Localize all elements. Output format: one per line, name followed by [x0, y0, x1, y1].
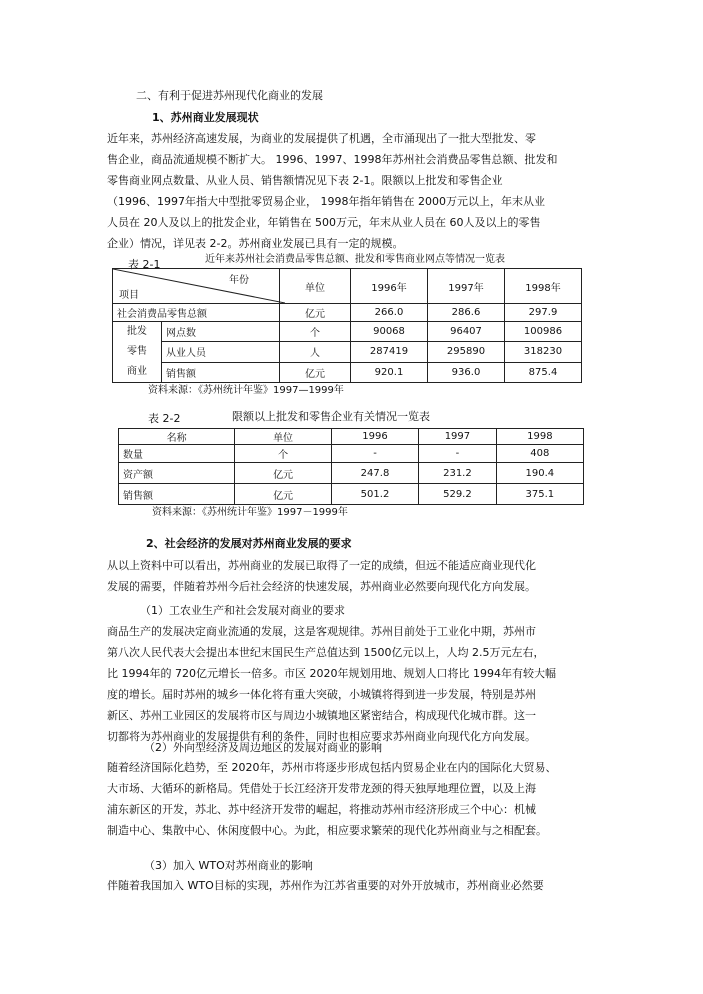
table-row	[113, 322, 582, 342]
subsection-1-heading: 1、苏州商业发展现状	[152, 111, 259, 124]
part-1-heading: （1）工农业生产和社会发展对商业的要求	[140, 604, 345, 617]
group-label	[113, 322, 162, 383]
row-unit: 人	[280, 342, 351, 362]
paragraph-line: （1996、1997年指大中型批零贸易企业， 1998年指年销售在 2000万元以上，年末从业	[107, 195, 545, 208]
part-2-heading: （2）外向型经济及周边地区的发展对商业的影响	[144, 741, 382, 754]
cell-value: 96407	[428, 322, 505, 342]
row-label: 社会消费品零售总额	[113, 304, 280, 322]
header-year: 年份	[229, 275, 249, 286]
row-unit: 个	[235, 445, 332, 463]
table-row	[119, 463, 584, 484]
row-name: 资产额	[119, 463, 235, 484]
cell-value: 875.4	[505, 362, 582, 382]
header-year-1997: 1997	[419, 429, 497, 445]
paragraph-line: 企业）情况，详见表 2-2。苏州商业发展已具有一定的规模。	[107, 237, 404, 250]
cell-value: 266.0	[351, 304, 428, 322]
table-2-label: 表 2-2	[148, 412, 181, 425]
row-unit: 亿元	[235, 484, 332, 505]
paragraph-line: 售企业，商品流通规模不断扩大。 1996、1997、1998年苏州社会消费品零售总额、批发和	[107, 153, 558, 166]
group-label-line: 零售	[127, 346, 147, 357]
paragraph-line: 商品生产的发展决定商业流通的发展，这是客观规律。苏州目前处于工业化中期，苏州市	[107, 625, 536, 638]
paragraph-line: 人员在 20人及以上的批发企业，年销售在 500万元，年末从业人员在 60人及以上的零售	[107, 216, 541, 229]
header-unit: 单位	[280, 269, 351, 304]
cell-value: 247.8	[331, 463, 418, 484]
row-unit: 个	[280, 322, 351, 342]
cell-value: 375.1	[496, 484, 583, 505]
cell-value: 295890	[428, 342, 505, 362]
paragraph-line: 大市场、大循环的新格局。凭借处于长江经济开发带龙颈的得天独厚地理位置，以及上海	[107, 782, 536, 795]
header-year-1997: 1997年	[428, 269, 505, 304]
cell-value: 920.1	[351, 362, 428, 382]
cell-value: 501.2	[331, 484, 418, 505]
paragraph-line: 比 1994年的 720亿元增长一倍多。市区 2020年规划用地、规划人口将比 1994年有较大幅	[107, 667, 556, 680]
paragraph-line: 新区、苏州工业园区的发展将市区与周边小城镇地区紧密结合，构成现代化城市群。这一	[107, 709, 536, 722]
table-row	[113, 304, 582, 322]
paragraph-line: 切都将为苏州商业的发展提供有利的条件，同时也相应要求苏州商业向现代化方向发展。	[107, 730, 536, 743]
table-1-label: 表 2-1	[128, 258, 161, 271]
paragraph-line: 第八次人民代表大会提出本世纪末国民生产总值达到 1500亿元以上，人均 2.5万元左右，	[107, 646, 545, 659]
paragraph-line: 制造中心、集散中心、休闲度假中心。为此，相应要求繁荣的现代化苏州商业与之相配套。	[107, 824, 547, 837]
part-3-heading: （3）加入 WTO对苏州商业的影响	[144, 859, 313, 872]
header-year-1998: 1998年	[505, 269, 582, 304]
row-unit: 亿元	[280, 362, 351, 382]
table-row	[113, 342, 582, 362]
header-year-1996: 1996	[331, 429, 418, 445]
section-title: 二、有利于促进苏州现代化商业的发展	[136, 89, 323, 102]
group-label-line: 批发	[127, 326, 147, 337]
cell-value: 287419	[351, 342, 428, 362]
cell-value: 90068	[351, 322, 428, 342]
cell-value: 100986	[505, 322, 582, 342]
table-2	[118, 428, 584, 505]
cell-value: -	[331, 445, 418, 463]
header-name: 名称	[119, 429, 235, 445]
table-header-row	[119, 429, 584, 445]
row-unit: 亿元	[280, 304, 351, 322]
row-name: 销售额	[119, 484, 235, 505]
group-label-line: 商业	[127, 366, 147, 377]
table-2-source: 资料来源：《苏州统计年鉴》1997－1999年	[152, 507, 348, 518]
paragraph-line: 从以上资料中可以看出，苏州商业的发展已取得了一定的成绩，但远不能适应商业现代化	[107, 559, 536, 572]
header-year-1998: 1998	[496, 429, 583, 445]
paragraph-line: 随着经济国际化趋势，至 2020年，苏州市将逐步形成包括内贸易企业在内的国际化大贸易、	[107, 761, 557, 774]
table-row	[119, 445, 584, 463]
cell-value: 318230	[505, 342, 582, 362]
table-1-title: 近年来苏州社会消费品零售总额、批发和零售商业网点等情况一览表	[205, 254, 505, 265]
table-2-title: 限额以上批发和零售企业有关情况一览表	[232, 410, 430, 423]
cell-value: 529.2	[419, 484, 497, 505]
table-row	[119, 484, 584, 505]
paragraph-line: 发展的需要，伴随着苏州今后社会经济的快速发展，苏州商业必然要向现代化方向发展。	[107, 580, 536, 593]
row-unit: 亿元	[235, 463, 332, 484]
row-label: 从业人员	[162, 342, 280, 362]
table-row	[113, 362, 582, 382]
header-item: 项目	[119, 290, 139, 301]
cell-value: 408	[496, 445, 583, 463]
cell-value: 286.6	[428, 304, 505, 322]
cell-value: 936.0	[428, 362, 505, 382]
row-label: 销售额	[162, 362, 280, 382]
paragraph-line: 伴随着我国加入 WTO目标的实现，苏州作为江苏省重要的对外开放城市，苏州商业必然要	[107, 879, 544, 892]
cell-value: 231.2	[419, 463, 497, 484]
table-1-source: 资料来源：《苏州统计年鉴》1997—1999年	[148, 385, 344, 396]
subsection-2-heading: 2、社会经济的发展对苏州商业发展的要求	[146, 537, 352, 550]
cell-value: 297.9	[505, 304, 582, 322]
paragraph-line: 零售商业网点数量、从业人员、销售额情况见下表 2-1。限额以上批发和零售企业	[107, 174, 503, 187]
cell-value: -	[419, 445, 497, 463]
row-name: 数量	[119, 445, 235, 463]
table-1-corner-header	[113, 269, 280, 304]
header-year-1996: 1996年	[351, 269, 428, 304]
table-1	[112, 268, 582, 383]
paragraph-line: 浦东新区的开发，苏北、苏中经济开发带的崛起，将推动苏州市经济形成三个中心：机械	[107, 803, 536, 816]
header-unit: 单位	[235, 429, 332, 445]
cell-value: 190.4	[496, 463, 583, 484]
row-label: 网点数	[162, 322, 280, 342]
paragraph-line: 度的增长。届时苏州的城乡一体化将有重大突破，小城镇将得到进一步发展，特别是苏州	[107, 688, 536, 701]
paragraph-line: 近年来，苏州经济高速发展，为商业的发展提供了机遇，全市涌现出了一批大型批发、零	[107, 132, 536, 145]
